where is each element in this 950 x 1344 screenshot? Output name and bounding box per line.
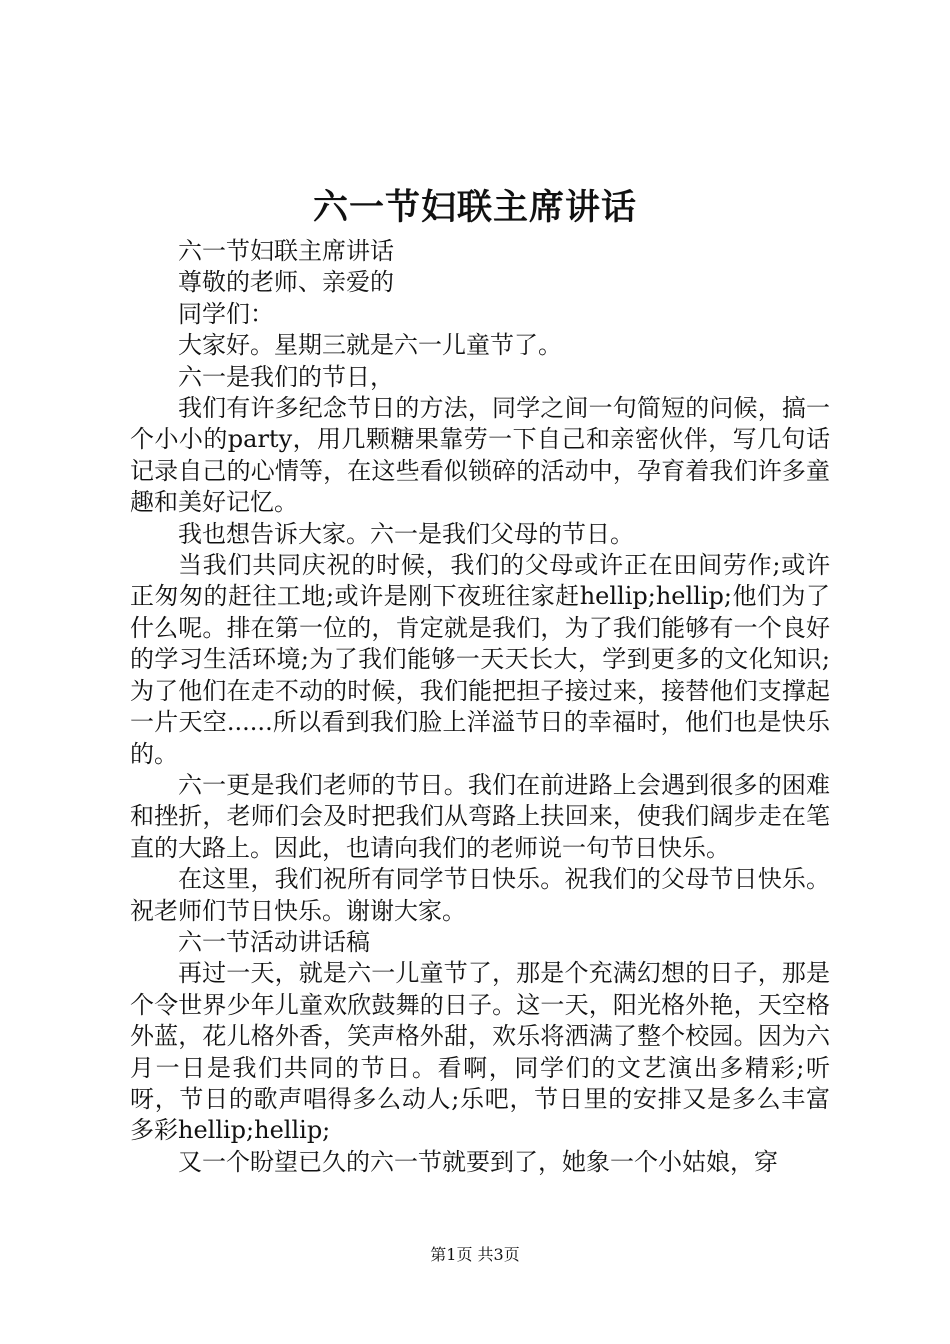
page-footer: 第1页 共3页 (430, 1245, 520, 1264)
paragraph: 当我们共同庆祝的时候，我们的父母或许正在田间劳作;或许正匆匆的赶往工地;或许是刚下夜班往家赶hellip;hellip;他们为了什么呢。排在第一位的，肯定就是我们，为了我们能够有一个良好的学习生活环境;为了我们能够一天天长大，学到更多的文化知识;为了他们在走不动的时候，我们能把担子接过来，接替他们支撑起一片天空......所以看到我们脸上洋溢节日的幸福时，他们也是快乐的。 (130, 551, 830, 768)
paragraph: 我们有许多纪念节日的方法，同学之间一句简短的问候，搞一个小小的party，用几颗糖果靠劳一下自己和亲密伙伴，写几句话记录自己的心情等，在这些看似锁碎的活动中，孕育着我们许多童趣和美好记忆。 (130, 394, 830, 517)
paragraph: 尊敬的老师、亲爱的 (178, 268, 394, 297)
paragraph: 大家好。星期三就是六一儿童节了。 (178, 331, 562, 360)
document-body (130, 236, 830, 1178)
paragraph: 我也想告诉大家。六一是我们父母的节日。 (178, 519, 634, 548)
paragraph: 又一个盼望已久的六一节就要到了，她象一个小姑娘，穿 (178, 1147, 778, 1176)
document-title: 六一节妇联主席讲话 (312, 187, 637, 228)
paragraph: 六一更是我们老师的节日。我们在前进路上会遇到很多的困难和挫折，老师们会及时把我们从弯路上扶回来，使我们阔步走在笔直的大路上。因此，也请向我们的老师说一句节日快乐。 (130, 770, 830, 862)
paragraph: 再过一天，就是六一儿童节了，那是个充满幻想的日子，那是个令世界少年儿童欢欣鼓舞的日子。这一天，阳光格外艳，天空格外蓝，花儿格外香，笑声格外甜，欢乐将洒满了整个校园。因为六月一日是我们共同的节日。看啊，同学们的文艺演出多精彩;听呀，节日的歌声唱得多么动人;乐吧，节日里的安排又是多么丰富多彩hellip;hellip; (130, 959, 830, 1145)
paragraph: 六一节妇联主席讲话 (178, 237, 394, 265)
paragraph: 六一是我们的节日， (178, 362, 394, 391)
paragraph: 六一节活动讲话稿 (178, 927, 370, 956)
paragraph: 在这里，我们祝所有同学节日快乐。祝我们的父母节日快乐。祝老师们节日快乐。谢谢大家。 (130, 865, 830, 925)
paragraph: 同学们： (178, 299, 274, 328)
